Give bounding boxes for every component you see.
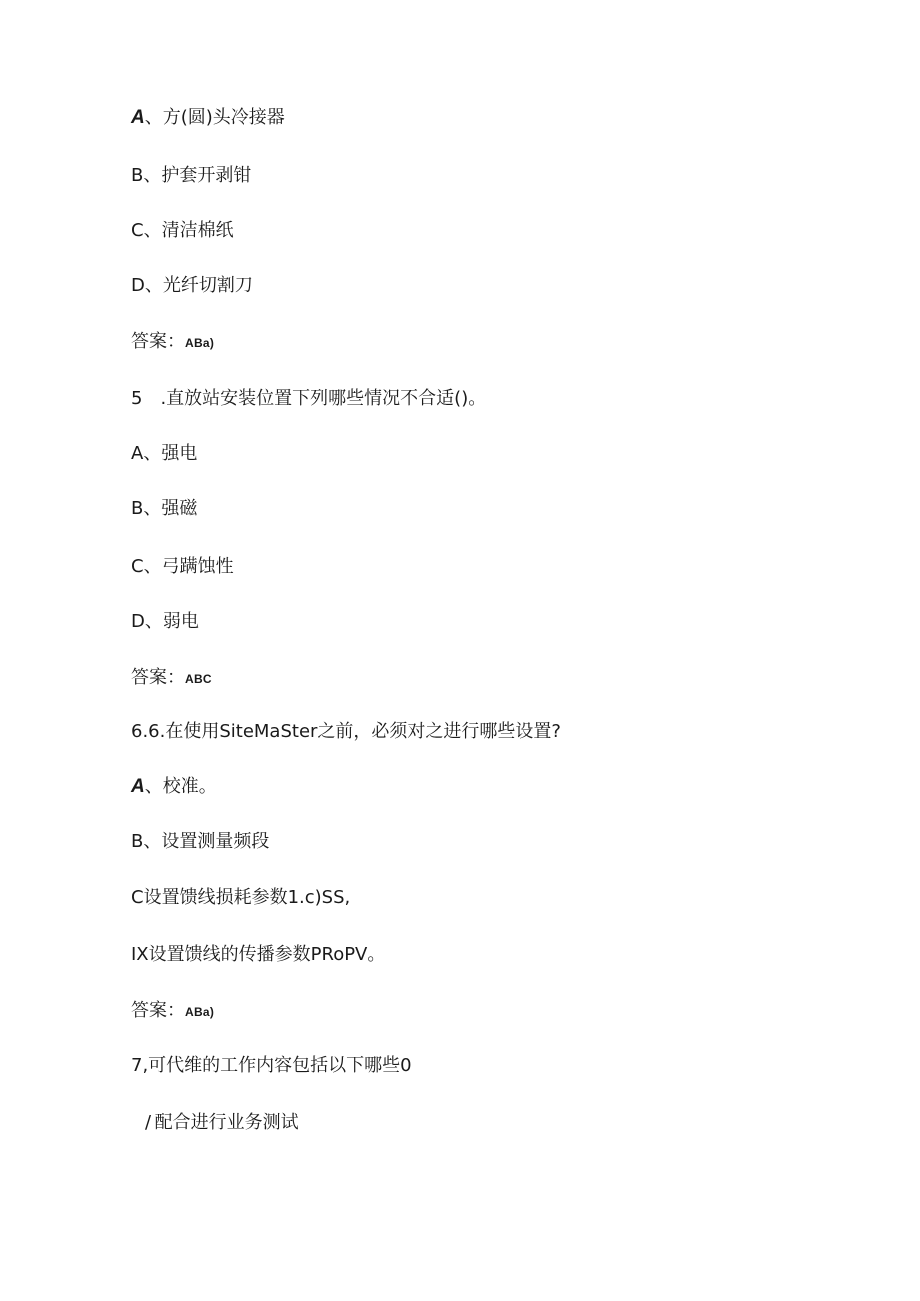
option-d-weak-current: D、弱电 <box>131 611 199 632</box>
option-c-corrosive: C、弓蹒蚀性 <box>131 556 234 577</box>
option-text: 、方(圆)头冷接器 <box>144 107 285 128</box>
answer-label: 答案： <box>131 331 185 352</box>
option-letter: A <box>131 776 145 797</box>
answer-value: ABC <box>185 672 212 686</box>
question-6: 6.6.在使用SiteMaSter之前，必须对之进行哪些设置? <box>131 721 561 742</box>
answer-label: 答案： <box>131 1000 185 1021</box>
option-b-frequency-band: B、设置测量频段 <box>131 831 270 852</box>
question-7: 7,可代维的工作内容包括以下哪些0 <box>131 1055 412 1076</box>
answer-value: ABa) <box>185 336 215 350</box>
option-b-cable-stripper: B、护套开剥钳 <box>131 165 252 186</box>
question-5 <box>131 387 486 411</box>
question-number: 5 <box>131 388 143 409</box>
option-a-strong-current: A、强电 <box>131 443 198 464</box>
option-b-strong-magnetic: B、强磁 <box>131 498 198 519</box>
option-a-cold-connector <box>131 106 285 130</box>
answer-row <box>131 999 214 1024</box>
option-d-fiber-cleaver: D、光纤切割刀 <box>131 275 253 296</box>
option-c-cleaning-paper: C、清洁棉纸 <box>131 220 234 241</box>
answer-row <box>131 666 212 691</box>
answer-row <box>131 330 214 355</box>
answer-value: ABa) <box>185 1005 215 1019</box>
option-letter: A <box>131 107 145 128</box>
question-text: .直放站安装位置下列哪些情况不合适()。 <box>160 388 487 409</box>
option-text: 、校准。 <box>144 776 217 797</box>
option-a-service-test: / 配合进行业务测试 <box>127 1112 299 1133</box>
answer-label: 答案： <box>131 667 185 688</box>
option-d-propagation: IX设置馈线的传播参数PRoPV。 <box>131 944 386 965</box>
option-a-calibrate <box>131 775 217 799</box>
option-c-feeder-loss: C设置馈线损耗参数1.c)SS, <box>131 887 351 908</box>
